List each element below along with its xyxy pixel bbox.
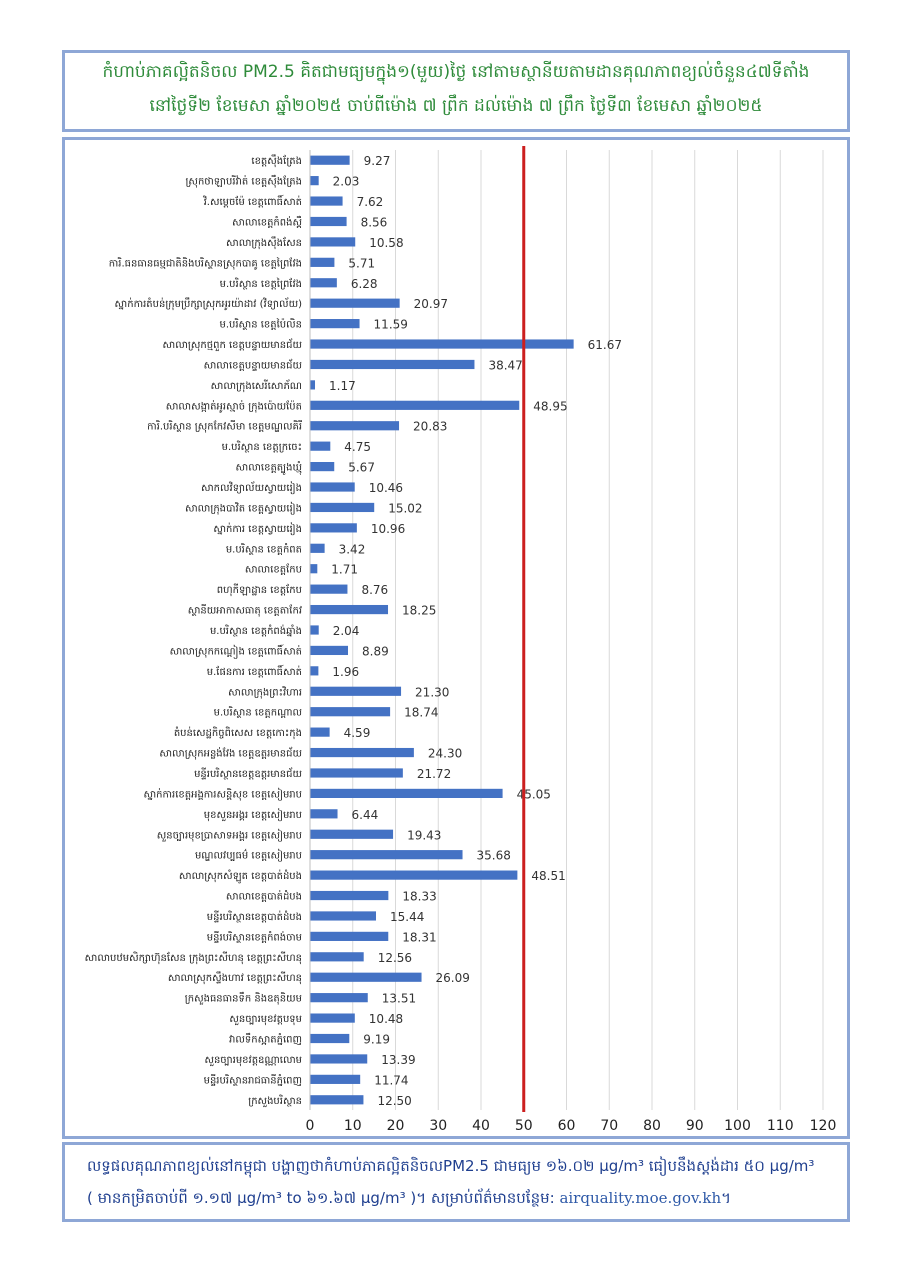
bar (310, 993, 368, 1002)
bar-value-label: 4.75 (344, 440, 372, 455)
bar (310, 462, 334, 471)
y-category-label: ស្នាក់ការខេត្តអង្គការសន្តិសុខ ខេត្តសៀមរាប (143, 789, 302, 801)
y-category-label: សាលាស្រុកស្ទឹងហាវ ខេត្តព្រះសីហនុ (167, 973, 302, 985)
bar-value-label: 21.72 (416, 766, 452, 781)
y-category-label: សាលាស្រុកថ្មពួក ខេត្តបន្ទាយមានជ័យ (162, 340, 302, 352)
bar (310, 196, 343, 205)
bar-value-label: 6.44 (351, 807, 379, 822)
bar-value-label: 8.56 (360, 215, 388, 230)
bar (310, 646, 348, 655)
y-category-label: ស្រុកថាឡាបរិវ៉ាត់ ខេត្តស៊ឹងត្រែង (185, 176, 302, 188)
y-category-label: សួនច្បារមុខប្រាសាទអង្គរ ខេត្តសៀមរាប (156, 830, 302, 842)
summary-line-2-end: ។ (721, 1189, 732, 1207)
bar (310, 768, 403, 777)
y-category-label: សាលាក្រុងបាវិត ខេត្តស្វាយរៀង (184, 503, 302, 515)
y-category-label: សាលាស្រុកអន្លង់វែង ខេត្តឧត្តរមានជ័យ (159, 748, 302, 760)
bar (310, 1054, 367, 1063)
bar (310, 544, 325, 553)
bar (310, 156, 350, 165)
y-category-label: មុខសួនអង្គរ ខេត្តសៀមរាប (203, 809, 302, 821)
y-category-label: សាលាខេត្តបាត់ដំបង (225, 891, 302, 903)
bar (310, 625, 319, 634)
bar (310, 891, 388, 900)
bar (310, 605, 388, 614)
bar-value-label: 61.67 (587, 338, 622, 353)
y-category-label: សាលាក្រុងស៊ឹងសែន (226, 237, 302, 249)
x-tick-label: 30 (429, 1118, 448, 1134)
y-category-label: វាលទឹកស្អាតភ្នំពេញ (229, 1034, 302, 1046)
y-category-label: ពហុកីឡាដ្ឋាន ខេត្តកែប (216, 585, 302, 597)
y-category-label: សាលាក្រុងព្រះវិហារ (228, 687, 302, 699)
bar-value-label: 48.95 (533, 399, 568, 414)
bar (310, 1013, 355, 1022)
bar-value-label: 10.48 (368, 1012, 404, 1027)
y-category-label: សាលាក្រុងសេរីសោភ័ណ (210, 380, 302, 392)
bar-value-label: 10.58 (369, 235, 404, 250)
y-category-label: ម.ផែនការ ខេត្តពោធិ៍សាត់ (206, 666, 302, 678)
bar-value-label: 5.67 (348, 460, 375, 475)
chart-panel (62, 137, 850, 1139)
summary-line-2 (87, 1189, 731, 1211)
bar-value-label: 4.59 (343, 726, 371, 741)
bar-value-label: 10.96 (370, 521, 406, 536)
x-tick-label: 40 (472, 1118, 490, 1134)
bar-value-label: 20.83 (413, 419, 448, 434)
y-category-label: ម.បរិស្ថាន ខេត្តកំពង់ឆ្នាំង (209, 626, 302, 637)
bar (310, 523, 357, 532)
x-tick-label: 10 (343, 1118, 362, 1134)
y-category-label: សាលាខេត្តបន្ទាយមានជ័យ (203, 360, 302, 372)
x-tick-label: 50 (514, 1118, 533, 1134)
bar (310, 952, 364, 961)
bar-value-label: 21.30 (415, 685, 450, 700)
bar-value-label: 2.03 (332, 174, 360, 189)
website-link[interactable]: airquality.moe.gov.kh (559, 1189, 722, 1207)
y-category-label: ស្ថានីយអាកាសធាតុ ខេត្តតាកែវ (187, 605, 302, 617)
bar-value-label: 11.59 (373, 317, 408, 332)
x-tick-label: 100 (724, 1118, 751, 1134)
bar-value-label: 48.51 (531, 869, 566, 884)
y-category-label: មន្ទីរបរិស្ថានរាជធានីភ្នំពេញ (203, 1075, 302, 1087)
bar-value-label: 15.02 (388, 501, 423, 516)
y-category-label: ម.បរិស្ថាន ខេត្តកណ្តាល (213, 707, 302, 719)
bar (310, 258, 334, 267)
chart-title-line-2: នៅថ្ងៃទី២ ខែមេសា ឆ្នាំ២០២៥ ចាប់ពីម៉ោង ៧ ព្រឹក ដល់ម៉ោង ៧ ព្រឹក ថ្ងៃទី៣ ខែមេសា ឆ្នាំ២០២៥ (149, 96, 763, 116)
y-category-label: សាលាស្រុកកណ្តៀង ខេត្តពោធិ៍សាត់ (169, 646, 302, 658)
x-tick-label: 20 (386, 1118, 405, 1134)
bar (310, 666, 318, 675)
bar-value-label: 5.71 (348, 256, 376, 271)
bar-value-label: 19.43 (407, 828, 442, 843)
bar (310, 503, 374, 512)
y-category-label: មន្ទីរបរិស្ថានខេត្តបាត់ដំបង (206, 911, 302, 923)
x-tick-label: 90 (685, 1118, 704, 1134)
bar (310, 1034, 349, 1043)
bar-value-label: 12.50 (377, 1093, 412, 1108)
bar-value-label: 20.97 (413, 297, 449, 312)
x-tick-label: 70 (600, 1118, 619, 1134)
bar (310, 442, 330, 451)
bar (310, 1075, 360, 1084)
bar-value-label: 1.17 (329, 378, 356, 393)
bar (310, 319, 360, 328)
y-category-label: ម.បរិស្ថាន ខេត្តព្រៃវែង (219, 278, 302, 290)
y-category-label: សាលាខេត្តកំពង់ស្ពឺ (232, 217, 302, 229)
bar-value-label: 1.96 (332, 664, 360, 679)
bar (310, 789, 503, 798)
x-tick-label: 110 (766, 1118, 794, 1134)
bar-value-label: 18.25 (402, 603, 437, 618)
x-tick-label: 120 (809, 1118, 837, 1134)
bar (310, 973, 422, 982)
y-category-label: សាលាសង្កាត់អូរស្មាច់ ក្រុងប៉ោយប៉ែត (165, 401, 302, 413)
bar-value-label: 35.68 (476, 848, 511, 863)
y-category-label: ស្នាក់ការ ខេត្តស្វាយរៀង (213, 523, 302, 535)
bar-value-label: 24.30 (427, 746, 463, 761)
y-category-label: សាកលវិទ្យាល័យស្វាយរៀង (200, 483, 302, 495)
bar-value-label: 8.76 (361, 583, 389, 598)
bar (310, 707, 390, 716)
bar (310, 932, 388, 941)
bar (310, 830, 393, 839)
y-category-label: សួនច្បារមុខវត្តឧណ្ណាលោម (204, 1054, 302, 1066)
x-tick-label: 0 (305, 1118, 315, 1134)
y-category-label: ការិ.បរិស្ថាន ស្រុកកែវសីមា ខេត្តមណ្ឌលគិរី (147, 421, 302, 433)
bar-value-label: 9.19 (363, 1032, 391, 1047)
y-category-label: ខេត្តស៊ឹងត្រែង (251, 156, 302, 168)
bar (310, 360, 474, 369)
bar-value-label: 13.39 (381, 1052, 416, 1067)
bar (310, 585, 347, 594)
bar-value-label: 11.74 (374, 1073, 409, 1088)
bar-value-label: 7.62 (356, 195, 384, 210)
y-category-label: សួនច្បារមុខវត្តបទុម (229, 1014, 302, 1026)
y-category-label: តំបន់សេដ្ឋកិច្ចពិសេស ខេត្តកោះកុង (173, 728, 302, 740)
bar (310, 380, 315, 389)
y-category-label: សាលាស្រុកសំឡូត ខេត្តបាត់ដំបង (178, 871, 302, 883)
bar (310, 278, 337, 287)
bar (310, 401, 519, 410)
bar-value-label: 18.33 (402, 889, 437, 904)
y-category-label: សាលាខេត្តត្បូងឃ្មុំ (235, 462, 302, 474)
bar (310, 339, 574, 348)
summary-box (62, 1142, 850, 1222)
bar (310, 748, 414, 757)
bar-value-label: 45.05 (516, 787, 551, 802)
y-category-label: វិ.សម្តេចម៉ែ ខេត្តពោធិ៍សាត់ (203, 197, 302, 209)
bar (310, 1095, 363, 1104)
bar-value-label: 3.42 (338, 542, 366, 557)
y-category-label: ម.បរិស្ថាន ខេត្តកំពត (225, 544, 302, 556)
chart-title-box (62, 50, 850, 132)
x-tick-label: 60 (557, 1118, 576, 1134)
bar (310, 850, 463, 859)
bar (310, 299, 400, 308)
y-category-label: សាលាបឋមសិក្សាហ៊ុនសែន ក្រុងព្រះសីហនុ ខេត្តព្រះសីហនុ (84, 952, 302, 964)
bar-value-label: 8.89 (362, 644, 389, 659)
bar-value-label: 2.04 (332, 624, 360, 638)
bar-value-label: 12.56 (377, 950, 413, 965)
y-category-label: ម.បរិស្ថាន ខេត្តប៉ៃលិន (219, 319, 302, 331)
bar-value-label: 6.28 (350, 276, 378, 291)
y-category-label: ម.បរិស្ថាន ខេត្តក្រចេះ (221, 442, 302, 454)
y-category-label: សាលាខេត្តកែប (244, 564, 302, 576)
y-category-label: ក្រសួងបរិស្ថាន (248, 1095, 302, 1107)
bar (310, 482, 355, 491)
bar (310, 809, 338, 818)
pm25-bar-chart (65, 140, 847, 1136)
summary-line-2-text: ( មានកម្រិតចាប់ពី ១.១៧ µg/m³ to ៦១.៦៧ µg/m³ )។ សម្រាប់ព័ត៌មានបន្ថែម: (87, 1189, 560, 1207)
bar-value-label: 1.71 (331, 562, 359, 577)
x-tick-label: 80 (643, 1118, 661, 1134)
y-category-label: ស្នាក់ការតំបន់ក្រុមប្រឹក្សាស្រុកអូរយ៉ាដាវ (វិទ្យាល័យ) (114, 299, 302, 311)
chart-title-line-1: កំហាប់ភាគល្អិតនិចល PM2.5 គិតជាមធ្យមក្នុង១(មួយ)ថ្ងៃ នៅតាមស្ថានីយតាមដានគុណភាពខ្យល់ចំនួន៤៧ទីតាំង (102, 62, 810, 82)
bar-value-label: 26.09 (435, 971, 470, 986)
bar-value-label: 18.74 (404, 705, 439, 720)
bar-value-label: 18.31 (402, 930, 437, 945)
bar (310, 871, 517, 880)
y-category-label: មណ្ឌលវប្បធម៌ ខេត្តសៀមរាប (194, 850, 302, 862)
bar (310, 911, 376, 920)
bar-value-label: 9.27 (363, 154, 391, 169)
bar (310, 728, 330, 737)
bar-value-label: 13.51 (381, 991, 417, 1006)
bar (310, 217, 347, 226)
y-category-label: មន្ទីរបរិស្ថានខេត្តកំពង់ចាម (206, 932, 302, 944)
summary-line-1: លទ្ធផលគុណភាពខ្យល់នៅកម្ពុជា បង្ហាញថាកំហាប់ភាគល្អិតនិចលPM2.5 ជាមធ្យម ១៦.០២ µg/m³ ធៀបនឹងស្តង់ដារ ៥០ µg/m³ (87, 1157, 815, 1175)
y-category-label: មន្ទីរបរិស្ថានខេត្តឧត្តរមានជ័យ (194, 768, 302, 780)
y-category-label: ក្រសួងធនធានទឹក និងឧតុនិយម (184, 993, 302, 1005)
bar (310, 421, 399, 430)
bar-value-label: 15.44 (390, 909, 425, 924)
y-category-label: ការិ.ធនធានធម្មជាតិនិងបរិស្ថានស្រុកបាគូ ខេត្តព្រៃវែង (108, 258, 302, 270)
bar (310, 564, 317, 573)
bar-value-label: 38.47 (488, 358, 523, 373)
bar-value-label: 10.46 (368, 481, 404, 496)
bar (310, 237, 355, 246)
bar (310, 687, 401, 696)
bar (310, 176, 319, 185)
